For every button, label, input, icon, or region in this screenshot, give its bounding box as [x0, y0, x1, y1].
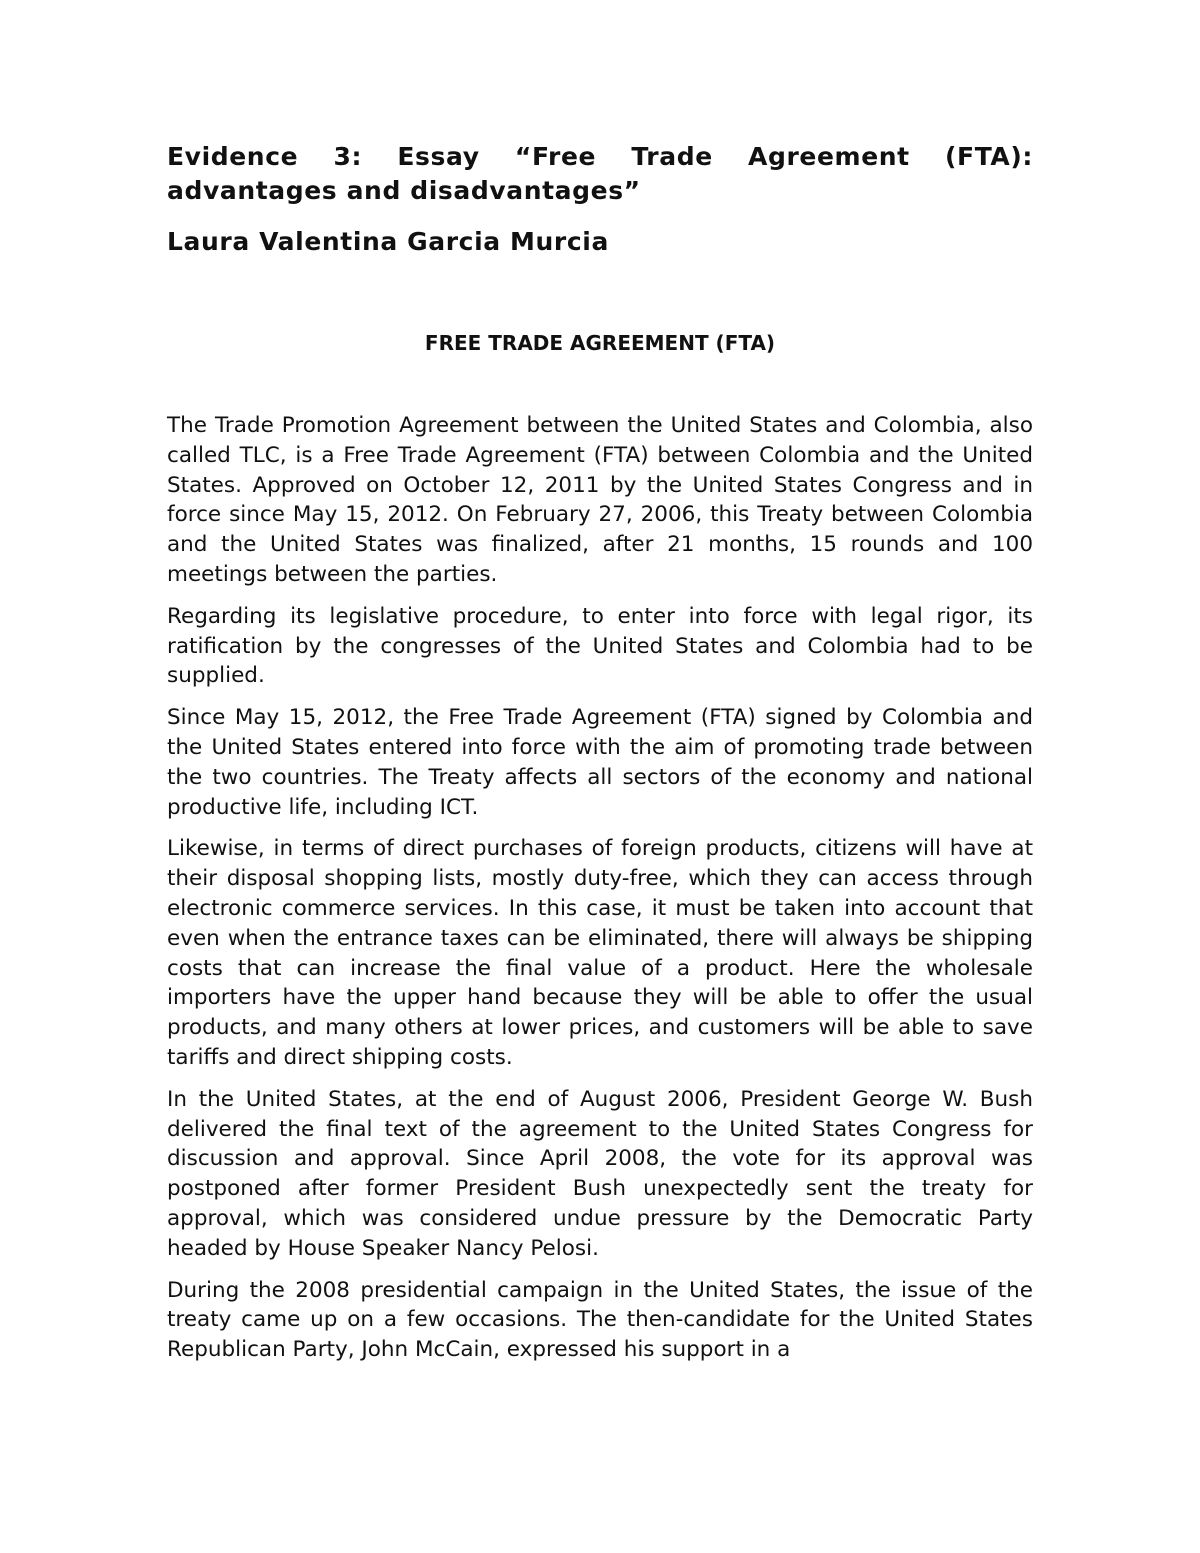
- paragraph: Likewise, in terms of direct purchases of foreign products, citizens will have at their disposal shopping lists, mostly duty-free, which they can access through electronic commerce services. In this case, it must be taken into account that even when the entrance taxes can be eliminated, there will always be shipping costs that can increase the final value of a product. Here the wholesale importers have the upper hand because they will be able to offer the usual products, and many others at lower prices, and customers will be able to save tariffs and direct shipping costs.: [167, 836, 1033, 1070]
- document-title: Evidence 3: Essay “Free Trade Agreement (FTA): advantages and disadvantages”: [167, 142, 1033, 205]
- paragraph: During the 2008 presidential campaign in the United States, the issue of the treaty came up on a few occasions. The then-candidate for the United States Republican Party, John McCain, expressed his support in a: [167, 1277, 1033, 1363]
- paragraph: The Trade Promotion Agreement between the United States and Colombia, also called TLC, is a Free Trade Agreement (FTA) between Colombia and the United States. Approved on October 12, 2011 by the United States Congress and in force since May 15, 2012. On February 27, 2006, this Treaty between Colombia and the United States was finalized, after 21 months, 15 rounds and 100 meetings between the parties.: [167, 413, 1033, 587]
- section-heading: FREE TRADE AGREEMENT (FTA): [424, 331, 776, 355]
- paragraph: Since May 15, 2012, the Free Trade Agreement (FTA) signed by Colombia and the United States entered into force with the aim of promoting trade between the two countries. The Treaty affects all sectors of the economy and national productive life, including ICT.: [167, 705, 1033, 820]
- author-name: Laura Valentina Garcia Murcia: [167, 227, 609, 256]
- document-body: [167, 140, 1033, 1377]
- paragraph: Regarding its legislative procedure, to enter into force with legal rigor, its ratification by the congresses of the United States and Colombia had to be supplied.: [167, 603, 1033, 689]
- paragraph: In the United States, at the end of August 2006, President George W. Bush delivered the final text of the agreement to the United States Congress for discussion and approval. Since April 2008, the vote for its approval was postponed after former President Bush unexpectedly sent the treaty for approval, which was considered undue pressure by the Democratic Party headed by House Speaker Nancy Pelosi.: [167, 1086, 1033, 1261]
